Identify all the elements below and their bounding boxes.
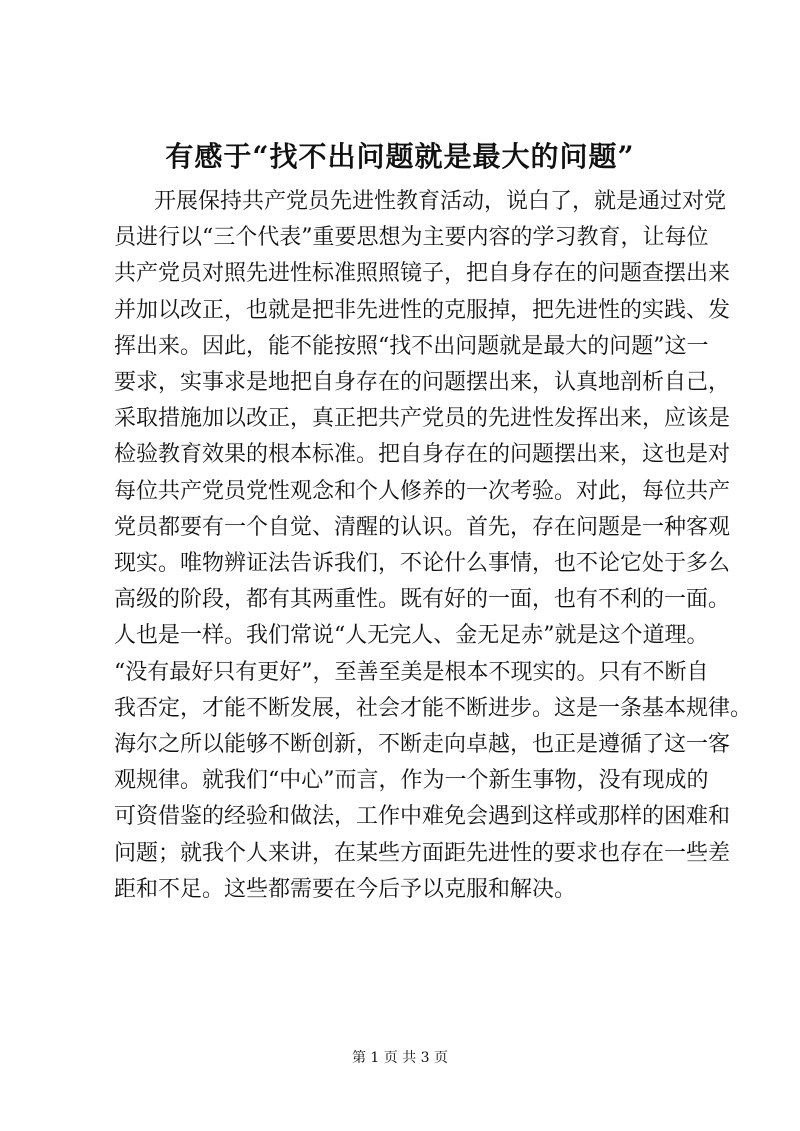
paragraph-line: 开展保持共产党员先进性教育活动，说白了，就是通过对党: [154, 189, 727, 214]
paragraph-line: 采取措施加以改正，真正把共产党员的先进性发挥出来，应该是: [114, 406, 731, 432]
paragraph-line: 问题；就我个人来讲，在某些方面距先进性的要求也存在一些差: [114, 840, 731, 866]
paragraph-line: 每位共产党员党性观念和个人修养的一次考验。对此，每位共产: [114, 478, 731, 504]
paragraph-line: 并加以改正，也就是把非先进性的克服掉，把先进性的实践、发: [114, 297, 731, 323]
paragraph-line: 高级的阶段，都有其两重性。既有好的一面，也有不利的一面。: [114, 587, 731, 613]
paragraph-line: 检验教育效果的根本标准。把自身存在的问题摆出来，这也是对: [114, 442, 731, 468]
paragraph-line: 共产党员对照先进性标准照照镜子，把自身存在的问题查摆出来: [114, 261, 731, 287]
paragraph-line: 观规律。就我们“中心”而言，作为一个新生事物，没有现成的: [114, 768, 709, 794]
paragraph-line: “没有最好只有更好”，至善至美是根本不现实的。只有不断自: [114, 659, 709, 685]
paragraph-line: 员进行以“三个代表”重要思想为主要内容的学习教育，让每位: [114, 225, 709, 251]
paragraph-line: 现实。唯物辨证法告诉我们，不论什么事情，也不论它处于多么: [114, 551, 731, 577]
paragraph-line: 我否定，才能不断发展，社会才能不断进步。这是一条基本规律。: [114, 695, 753, 721]
page-number-footer: 第 1 页 共 3 页: [351, 1050, 449, 1066]
document-title: 有感于“找不出问题就是最大的问题”: [165, 140, 635, 173]
paragraph-line: 挥出来。因此，能不能按照“找不出问题就是最大的问题”这一: [114, 333, 709, 359]
paragraph-line: 要求，实事求是地把自身存在的问题摆出来，认真地剖析自己，: [114, 370, 731, 396]
paragraph-line: 距和不足。这些都需要在今后予以克服和解决。: [114, 876, 577, 902]
body-paragraph: [114, 184, 753, 908]
paragraph-line: 海尔之所以能够不断创新，不断走向卓越，也正是遵循了这一客: [114, 732, 731, 758]
paragraph-line: 可资借鉴的经验和做法，工作中难免会遇到这样或那样的困难和: [114, 804, 731, 830]
paragraph-line: 人也是一样。我们常说“人无完人、金无足赤”就是这个道理。: [114, 623, 709, 649]
paragraph-line: 党员都要有一个自觉、清醒的认识。首先，存在问题是一种客观: [114, 514, 731, 540]
